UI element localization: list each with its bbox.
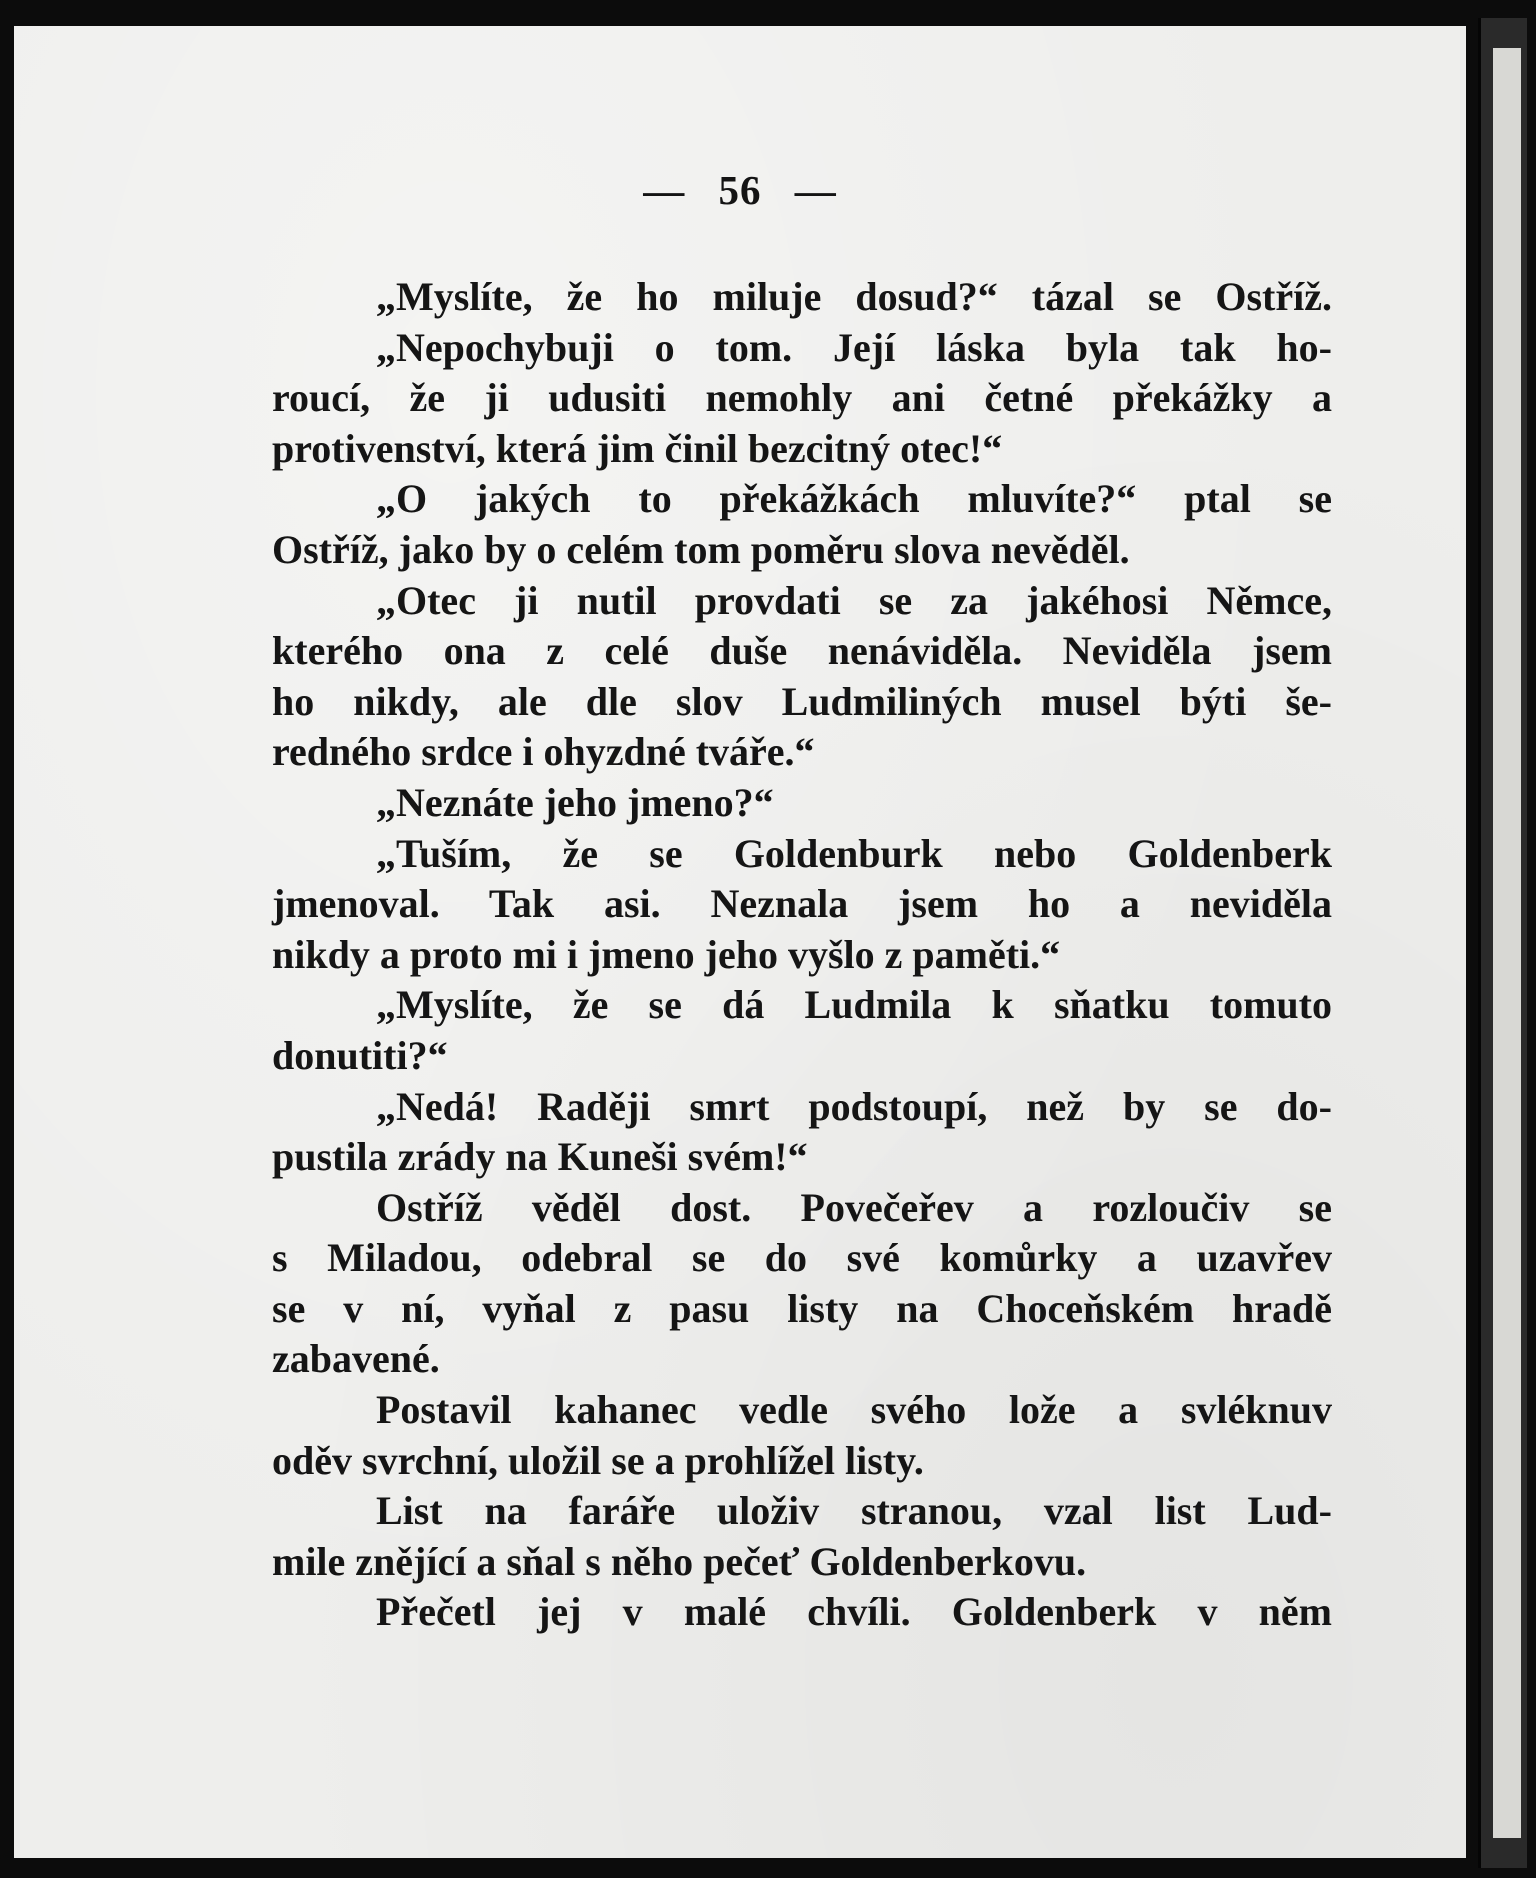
text-line: pustila zrády na Kuneši svém!“ [272, 1134, 808, 1180]
text-line: Ostříž, jako by o celém tom poměru slova nevěděl. [272, 526, 1130, 572]
text-line: ho nikdy, ale dle slov Ludmiliných musel býti še- [272, 678, 1332, 724]
text-line: mile znějící a sňal s něho pečeť Goldenberkovu. [272, 1538, 1087, 1584]
page-number: — 56 — [643, 167, 837, 213]
next-page-edge-paper [1493, 48, 1521, 1838]
text-line: protivenství, která jim činil bezcitný otec!“ [272, 425, 1003, 471]
text-line: „Tuším, že se Goldenburk nebo Goldenberk [376, 830, 1332, 876]
text-line: nikdy a proto mi i jmeno jeho vyšlo z paměti.“ [272, 931, 1061, 977]
text-line: zabavené. [272, 1336, 440, 1382]
page-text [272, 272, 1332, 1638]
text-line: oděv svrchní, uložil se a prohlížel listy. [272, 1437, 924, 1483]
next-page-edge [1478, 18, 1527, 1868]
text-line: Ostříž věděl dost. Povečeřev a rozloučiv se [376, 1184, 1332, 1230]
book-page [14, 26, 1466, 1858]
text-line: se v ní, vyňal z pasu listy na Choceňském hradě [272, 1285, 1332, 1331]
text-line: „Nedá! Raději smrt podstoupí, než by se do- [376, 1083, 1332, 1129]
text-line: „Myslíte, že se dá Ludmila k sňatku tomuto [376, 982, 1332, 1028]
text-line: „O jakých to překážkách mluvíte?“ ptal se [376, 476, 1332, 522]
text-line: „Neznáte jeho jmeno?“ [376, 779, 774, 825]
text-line: „Otec ji nutil provdati se za jakéhosi Němce, [376, 577, 1332, 623]
text-line: „Nepochybuji o tom. Její láska byla tak ho- [376, 324, 1332, 370]
text-line: List na faráře uloživ stranou, vzal list Lud- [376, 1488, 1332, 1534]
text-line: jmenoval. Tak asi. Neznala jsem ho a neviděla [272, 881, 1332, 927]
text-line: donutiti?“ [272, 1032, 448, 1078]
text-line: „Myslíte, že ho miluje dosud?“ tázal se Ostříž. [376, 274, 1332, 319]
text-line: redného srdce i ohyzdné tváře.“ [272, 729, 815, 775]
text-line: roucí, že ji udusiti nemohly ani četné překážky a [272, 375, 1332, 421]
text-line: kterého ona z celé duše nenáviděla. Neviděla jsem [272, 628, 1332, 674]
text-line: Přečetl jej v malé chvíli. Goldenberk v něm [376, 1589, 1332, 1635]
text-line: s Miladou, odebral se do své komůrky a uzavřev [272, 1235, 1332, 1281]
text-line: Postavil kahanec vedle svého lože a svléknuv [376, 1387, 1332, 1433]
